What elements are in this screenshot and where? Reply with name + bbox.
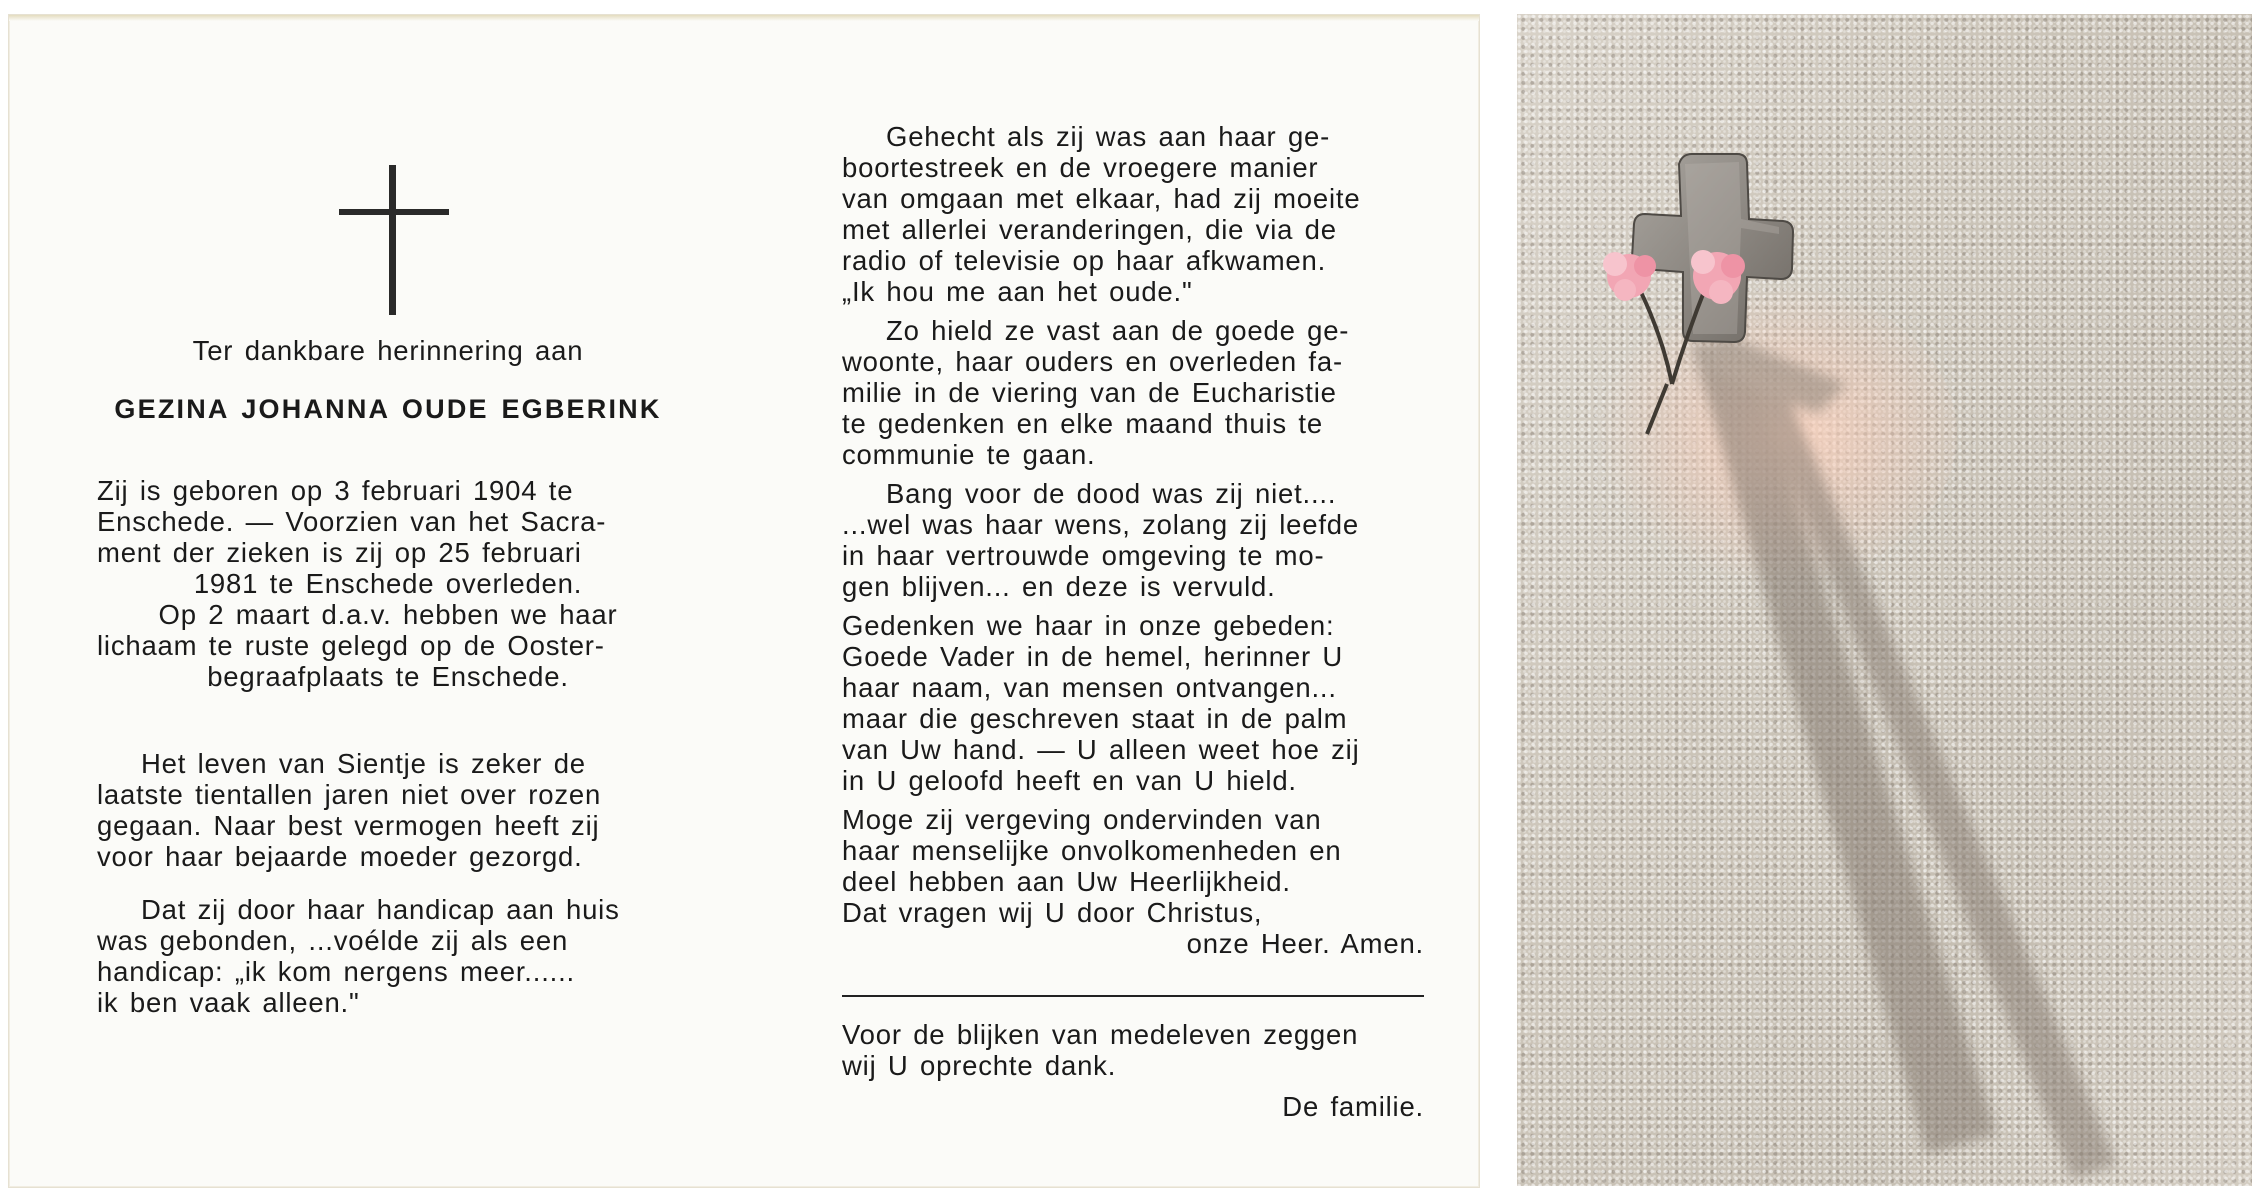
- latin-cross-icon: [339, 165, 449, 315]
- deceased-name: GEZINA JOHANNA OUDE EGBERINK: [114, 394, 662, 424]
- prayer-line: van Uw hand. — U alleen weet hoe zij: [842, 734, 1360, 765]
- fear-line: in haar vertrouwde omgeving te mo-: [842, 540, 1325, 571]
- amen-line: Dat vragen wij U door Christus,: [842, 897, 1263, 928]
- attached-paragraph: [842, 121, 1424, 307]
- life-line: gegaan. Naar best vermogen heeft zij: [97, 810, 600, 841]
- fear-line: gen blijven... en deze is vervuld.: [842, 571, 1276, 602]
- handicap-line: Dat zij door haar handicap aan huis: [141, 894, 620, 925]
- life-line: voor haar bejaarde moeder gezorgd.: [97, 841, 583, 872]
- forgive-line: haar menselijke onvolkomenheden en: [842, 835, 1342, 866]
- prayer-line: in U geloofd heeft en van U hield.: [842, 765, 1297, 796]
- custom-line: milie in de viering van de Eucharistie: [842, 377, 1337, 408]
- thanks-paragraph: [842, 1019, 1424, 1081]
- handicap-paragraph: [97, 894, 679, 1018]
- forgive-line: deel hebben aan Uw Heerlijkheid.: [842, 866, 1291, 897]
- prayer-card: [8, 14, 1480, 1188]
- attached-line: Gehecht als zij was aan haar ge-: [886, 121, 1331, 152]
- birth-line: begraafplaats te Enschede.: [207, 661, 569, 692]
- custom-line: Zo hield ze vast aan de goede ge-: [886, 315, 1350, 346]
- prayer-line: maar die geschreven staat in de palm: [842, 703, 1348, 734]
- handicap-line: was gebonden, ...voélde zij als een: [97, 925, 569, 956]
- intro-text: Ter dankbare herinnering aan: [192, 335, 584, 366]
- custom-paragraph: [842, 315, 1424, 470]
- forgive-line: Moge zij vergeving ondervinden van: [842, 804, 1322, 835]
- birth-line: Zij is geboren op 3 februari 1904 te: [97, 475, 574, 506]
- custom-line: woonte, haar ouders en overleden fa-: [842, 346, 1343, 377]
- prayer-paragraph: [842, 610, 1424, 796]
- life-paragraph: [97, 748, 679, 872]
- left-column: [97, 335, 679, 1018]
- custom-line: te gedenken en elke maand thuis te: [842, 408, 1323, 439]
- fear-line: Bang voor de dood was zij niet....: [886, 478, 1337, 509]
- card-top-edge: [9, 15, 1479, 21]
- attached-line: boortestreek en de vroegere manier: [842, 152, 1319, 183]
- birth-line: lichaam te ruste gelegd op de Ooster-: [97, 630, 605, 661]
- thanks-line: Voor de blijken van medeleven zeggen: [842, 1019, 1359, 1050]
- fear-paragraph: [842, 478, 1424, 602]
- attached-line: „Ik hou me aan het oude.": [842, 276, 1193, 307]
- life-line: Het leven van Sientje is zeker de: [141, 748, 586, 779]
- amen-line: onze Heer. Amen.: [1186, 928, 1424, 959]
- attached-line: van omgaan met elkaar, had zij moeite: [842, 183, 1361, 214]
- prayer-line: Gedenken we haar in onze gebeden:: [842, 610, 1335, 641]
- thanks-line: wij U oprechte dank.: [842, 1050, 1117, 1081]
- birth-line: Op 2 maart d.a.v. hebben we haar: [158, 599, 618, 630]
- birth-line: ment der zieken is zij op 25 februari: [97, 537, 582, 568]
- right-column: [842, 121, 1424, 1122]
- wall-cross-photo: [1517, 14, 2252, 1186]
- birth-paragraph: [97, 475, 679, 692]
- divider-rule: [842, 995, 1424, 997]
- handicap-line: handicap: „ik kom nergens meer......: [97, 956, 575, 987]
- prayer-line: haar naam, van mensen ontvangen...: [842, 672, 1337, 703]
- attached-line: met allerlei veranderingen, die via de: [842, 214, 1337, 245]
- forgive-paragraph: [842, 804, 1424, 897]
- handicap-line: ik ben vaak alleen.": [97, 987, 360, 1018]
- attached-line: radio of televisie op haar afkwamen.: [842, 245, 1327, 276]
- prayer-line: Goede Vader in de hemel, herinner U: [842, 641, 1344, 672]
- custom-line: communie te gaan.: [842, 439, 1096, 470]
- fear-line: ...wel was haar wens, zolang zij leefde: [842, 509, 1359, 540]
- signoff: De familie.: [1282, 1091, 1424, 1122]
- life-line: laatste tientallen jaren niet over rozen: [97, 779, 602, 810]
- birth-line: 1981 te Enschede overleden.: [193, 568, 583, 599]
- birth-line: Enschede. — Voorzien van het Sacra-: [97, 506, 607, 537]
